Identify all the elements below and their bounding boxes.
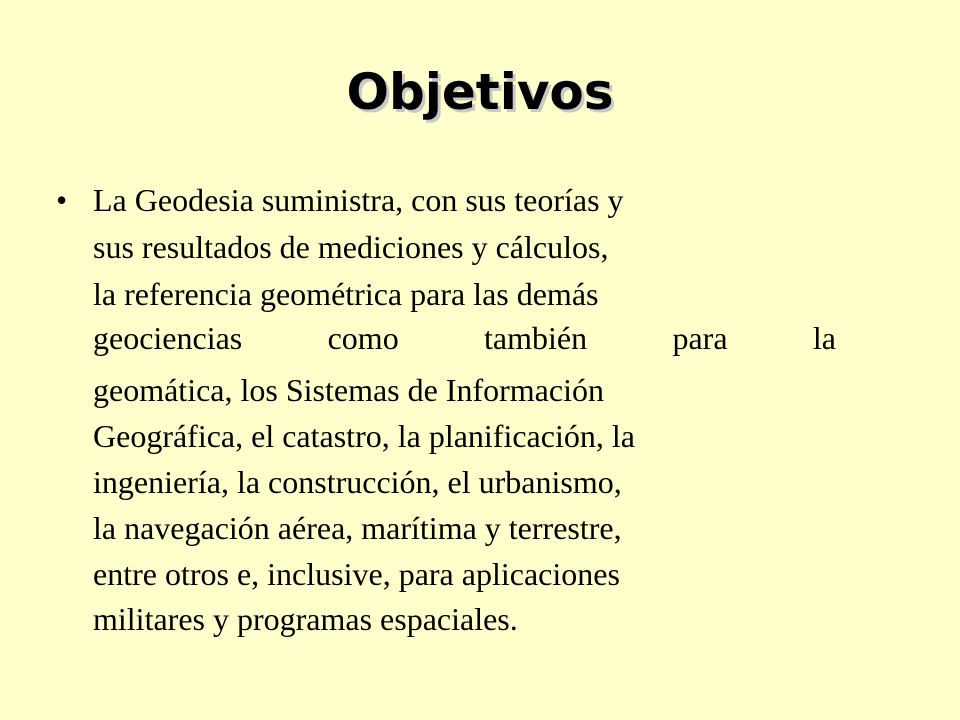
word-como: como xyxy=(327,320,399,356)
body-line-1: La Geodesia suministra, con sus teorías y xyxy=(93,182,624,218)
body-line-4 xyxy=(93,316,836,360)
body-line-6: Geográfica, el catastro, la planificación, la xyxy=(93,418,635,454)
word-tambien: también xyxy=(484,320,588,356)
body-line-7: ingeniería, la construcción, el urbanismo, xyxy=(93,464,622,500)
body-line-9: entre otros e, inclusive, para aplicaciones xyxy=(93,556,620,592)
body-line-5: geomática, los Sistemas de Información xyxy=(93,372,604,408)
slide-title: Objetivos xyxy=(346,63,614,121)
body-line-10: militares y programas espaciales. xyxy=(93,601,518,637)
word-para: para xyxy=(672,320,728,356)
body-line-8: la navegación aérea, marítima y terrestre, xyxy=(93,510,622,546)
word-la: la xyxy=(812,320,836,356)
body-line-3: la referencia geométrica para las demás xyxy=(93,276,599,312)
word-geociencias: geociencias xyxy=(93,320,243,356)
body-line-2: sus resultados de mediciones y cálculos, xyxy=(93,229,609,265)
bullet-marker: • xyxy=(56,182,68,218)
